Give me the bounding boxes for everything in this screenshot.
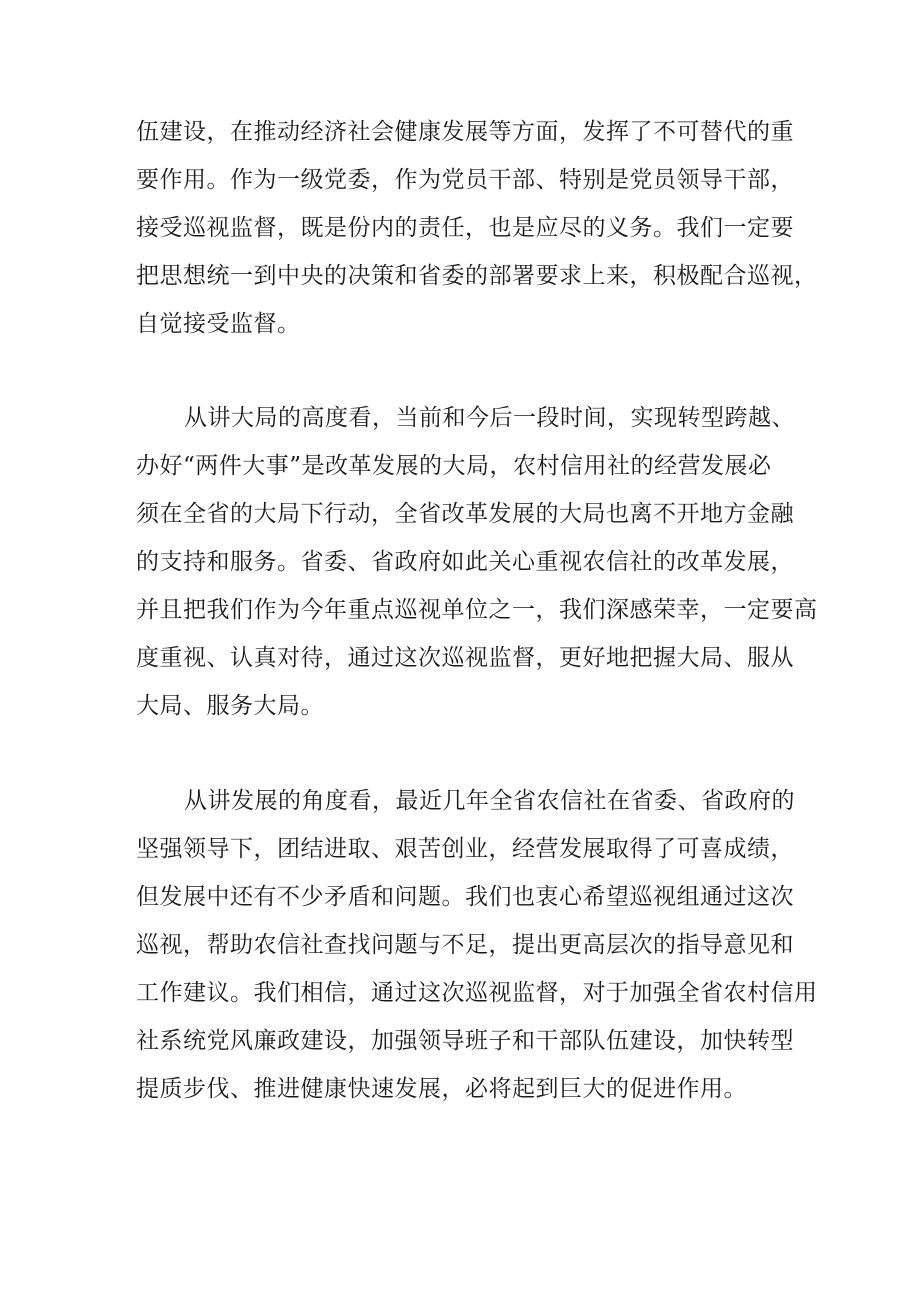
- paragraph-3: [136, 777, 816, 1113]
- text-line: 巡视，帮助农信社查找问题与不足，提出更高层次的指导意见和: [136, 932, 794, 958]
- text-line: 自觉接受监督。: [136, 311, 301, 337]
- text-line: 社系统党风廉政建设，加强领导班子和干部队伍建设，加快转型: [136, 1028, 794, 1054]
- text-line: 工作建议。我们相信，通过这次巡视监督，对于加强全省农村信用: [136, 980, 818, 1006]
- text-line: 把思想统一到中央的决策和省委的部署要求上来，积极配合巡视，: [136, 263, 818, 289]
- text-line: 从讲发展的角度看，最近几年全省农信社在省委、省政府的: [184, 788, 795, 814]
- text-line: 从讲大局的高度看，当前和今后一段时间，实现转型跨越、: [184, 405, 795, 431]
- text-line: 要作用。作为一级党委，作为党员干部、特别是党员领导干部，: [136, 167, 794, 193]
- text-line: 伍建设，在推动经济社会健康发展等方面，发挥了不可替代的重: [136, 119, 794, 145]
- text-line: 提质步伐、推进健康快速发展，必将起到巨大的促进作用。: [136, 1076, 747, 1102]
- paragraph-2: [136, 394, 816, 730]
- text-line: 并且把我们作为今年重点巡视单位之一，我们深感荣幸，一定要高: [136, 597, 818, 623]
- text-line: 接受巡视监督，既是份内的责任，也是应尽的义务。我们一定要: [136, 215, 794, 241]
- text-line: 度重视、认真对待，通过这次巡视监督，更好地把握大局、服从: [136, 645, 794, 671]
- text-line: 办好“两件大事”是改革发展的大局，农村信用社的经营发展必: [136, 453, 772, 479]
- text-line: 大局、服务大局。: [136, 693, 324, 719]
- paragraph-1: [136, 108, 816, 348]
- text-line: 但发展中还有不少矛盾和问题。我们也衷心希望巡视组通过这次: [136, 884, 794, 910]
- text-line: 的支持和服务。省委、省政府如此关心重视农信社的改革发展，: [136, 549, 794, 575]
- text-line: 须在全省的大局下行动，全省改革发展的大局也离不开地方金融: [136, 501, 794, 527]
- text-line: 坚强领导下，团结进取、艰苦创业，经营发展取得了可喜成绩，: [136, 836, 794, 862]
